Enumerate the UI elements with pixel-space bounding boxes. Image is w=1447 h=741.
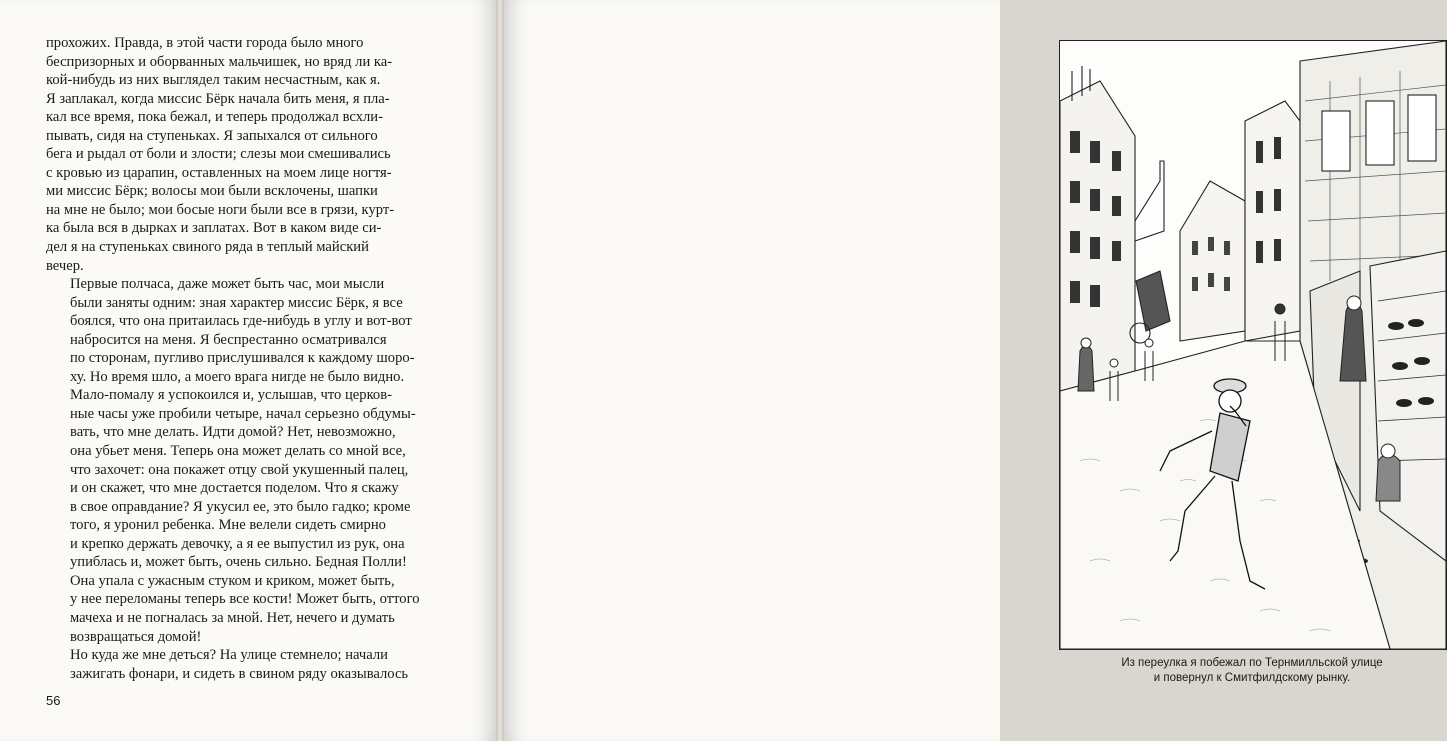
- book-gutter: [496, 0, 504, 741]
- text-line: у нее переломаны теперь все кости! Может быть, оттого: [70, 591, 420, 608]
- left-page: [0, 0, 496, 741]
- paragraph-3: [46, 386, 450, 646]
- text-line: дел я на ступеньках свиного ряда в теплый майский: [46, 239, 369, 256]
- text-line: Мало-помалу я успокоился и, услышав, что церков-: [70, 387, 392, 404]
- text-line: вать, что мне делать. Идти домой? Нет, невозможно,: [70, 424, 396, 441]
- right-page: [504, 0, 1383, 741]
- text-line: прохожих. Правда, в этой части города было много: [46, 35, 364, 51]
- text-line: кал все время, пока бежал, и теперь продолжал всхли-: [46, 109, 383, 126]
- text-line: в свое оправдание? Я укусил ее, это было гадко; кроме: [70, 498, 411, 515]
- text-line: Первые полчаса, даже может быть час, мои мысли: [70, 276, 385, 293]
- text-line: вечер.: [46, 257, 84, 274]
- text-line: ка была вся в дырках и заплатах. Вот в каком виде си-: [46, 220, 382, 237]
- text-line: она убьет меня. Теперь она может делать со мной все,: [70, 443, 406, 460]
- text-line: по сторонам, пугливо прислушивался к каждому шоро-: [70, 350, 415, 367]
- text-line: с кровью из царапин, оставленных на моем лице ногтя-: [46, 164, 392, 181]
- text-line: ми миссис Бёрк; волосы мои были всклочены, шапки: [46, 183, 378, 200]
- street-scene-drawing: [1060, 41, 1446, 649]
- text-line: ные часы уже пробили четыре, начал серьезно обдумы-: [70, 405, 416, 422]
- text-line: упиблась и, может быть, очень сильно. Бедная Полли!: [70, 554, 407, 571]
- text-line: Она упала с ужасным стуком и криком, может быть,: [70, 572, 395, 589]
- paragraph-1: [46, 34, 450, 275]
- street-illustration: [1059, 40, 1447, 650]
- caption-line: и повернул к Смитфилдскому рынку.: [1153, 672, 1351, 684]
- text-line: боялся, что она притаилась где-нибудь в углу и вот-вот: [70, 313, 412, 330]
- text-line: и он скажет, что мне достается поделом. Что я скажу: [70, 480, 399, 497]
- text-line: возвращаться домой!: [70, 628, 202, 645]
- paragraph-2: [46, 275, 450, 386]
- body-text: [46, 34, 450, 683]
- text-line: что захочет: она покажет отцу свой укушенный палец,: [70, 461, 409, 478]
- page-number: 56: [46, 693, 61, 708]
- paragraph-4: [46, 646, 450, 683]
- text-line: набросится на меня. Я беспрестанно осматривался: [70, 331, 387, 348]
- text-line: Я заплакал, когда миссис Бёрк начала бить меня, я пла-: [46, 90, 390, 107]
- text-line: кой-нибудь из них выглядел таким несчастным, как я.: [46, 72, 381, 89]
- text-line: мачеха и не погналась за мной. Нет, нечего и думать: [70, 609, 395, 626]
- text-line: бега и рыдал от боли и злости; слезы мои смешивались: [46, 146, 391, 163]
- text-line: беспризорных и оборванных мальчишек, но вряд ли ка-: [46, 53, 393, 70]
- text-line: зажигать фонари, и сидеть в свином ряду оказывалось: [70, 665, 409, 682]
- illustration-caption: [1059, 656, 1445, 686]
- text-line: были заняты одним: зная характер миссис Бёрк, я все: [70, 294, 403, 311]
- text-line: того, я уронил ребенка. Мне велели сидеть смирно: [70, 517, 386, 534]
- text-line: пывать, сидя на ступеньках. Я запыхался от сильного: [46, 127, 378, 144]
- caption-line: Из переулка я побежал по Тернмилльской улице: [1121, 657, 1383, 669]
- text-line: Но куда же мне деться? На улице стемнело; начали: [70, 647, 388, 664]
- text-line: на мне не было; мои босые ноги были все в грязи, курт-: [46, 201, 395, 218]
- text-line: ху. Но время шло, а моего врага нигде не было видно.: [70, 368, 405, 385]
- text-line: и крепко держать девочку, а я ее выпустил из рук, она: [70, 535, 405, 552]
